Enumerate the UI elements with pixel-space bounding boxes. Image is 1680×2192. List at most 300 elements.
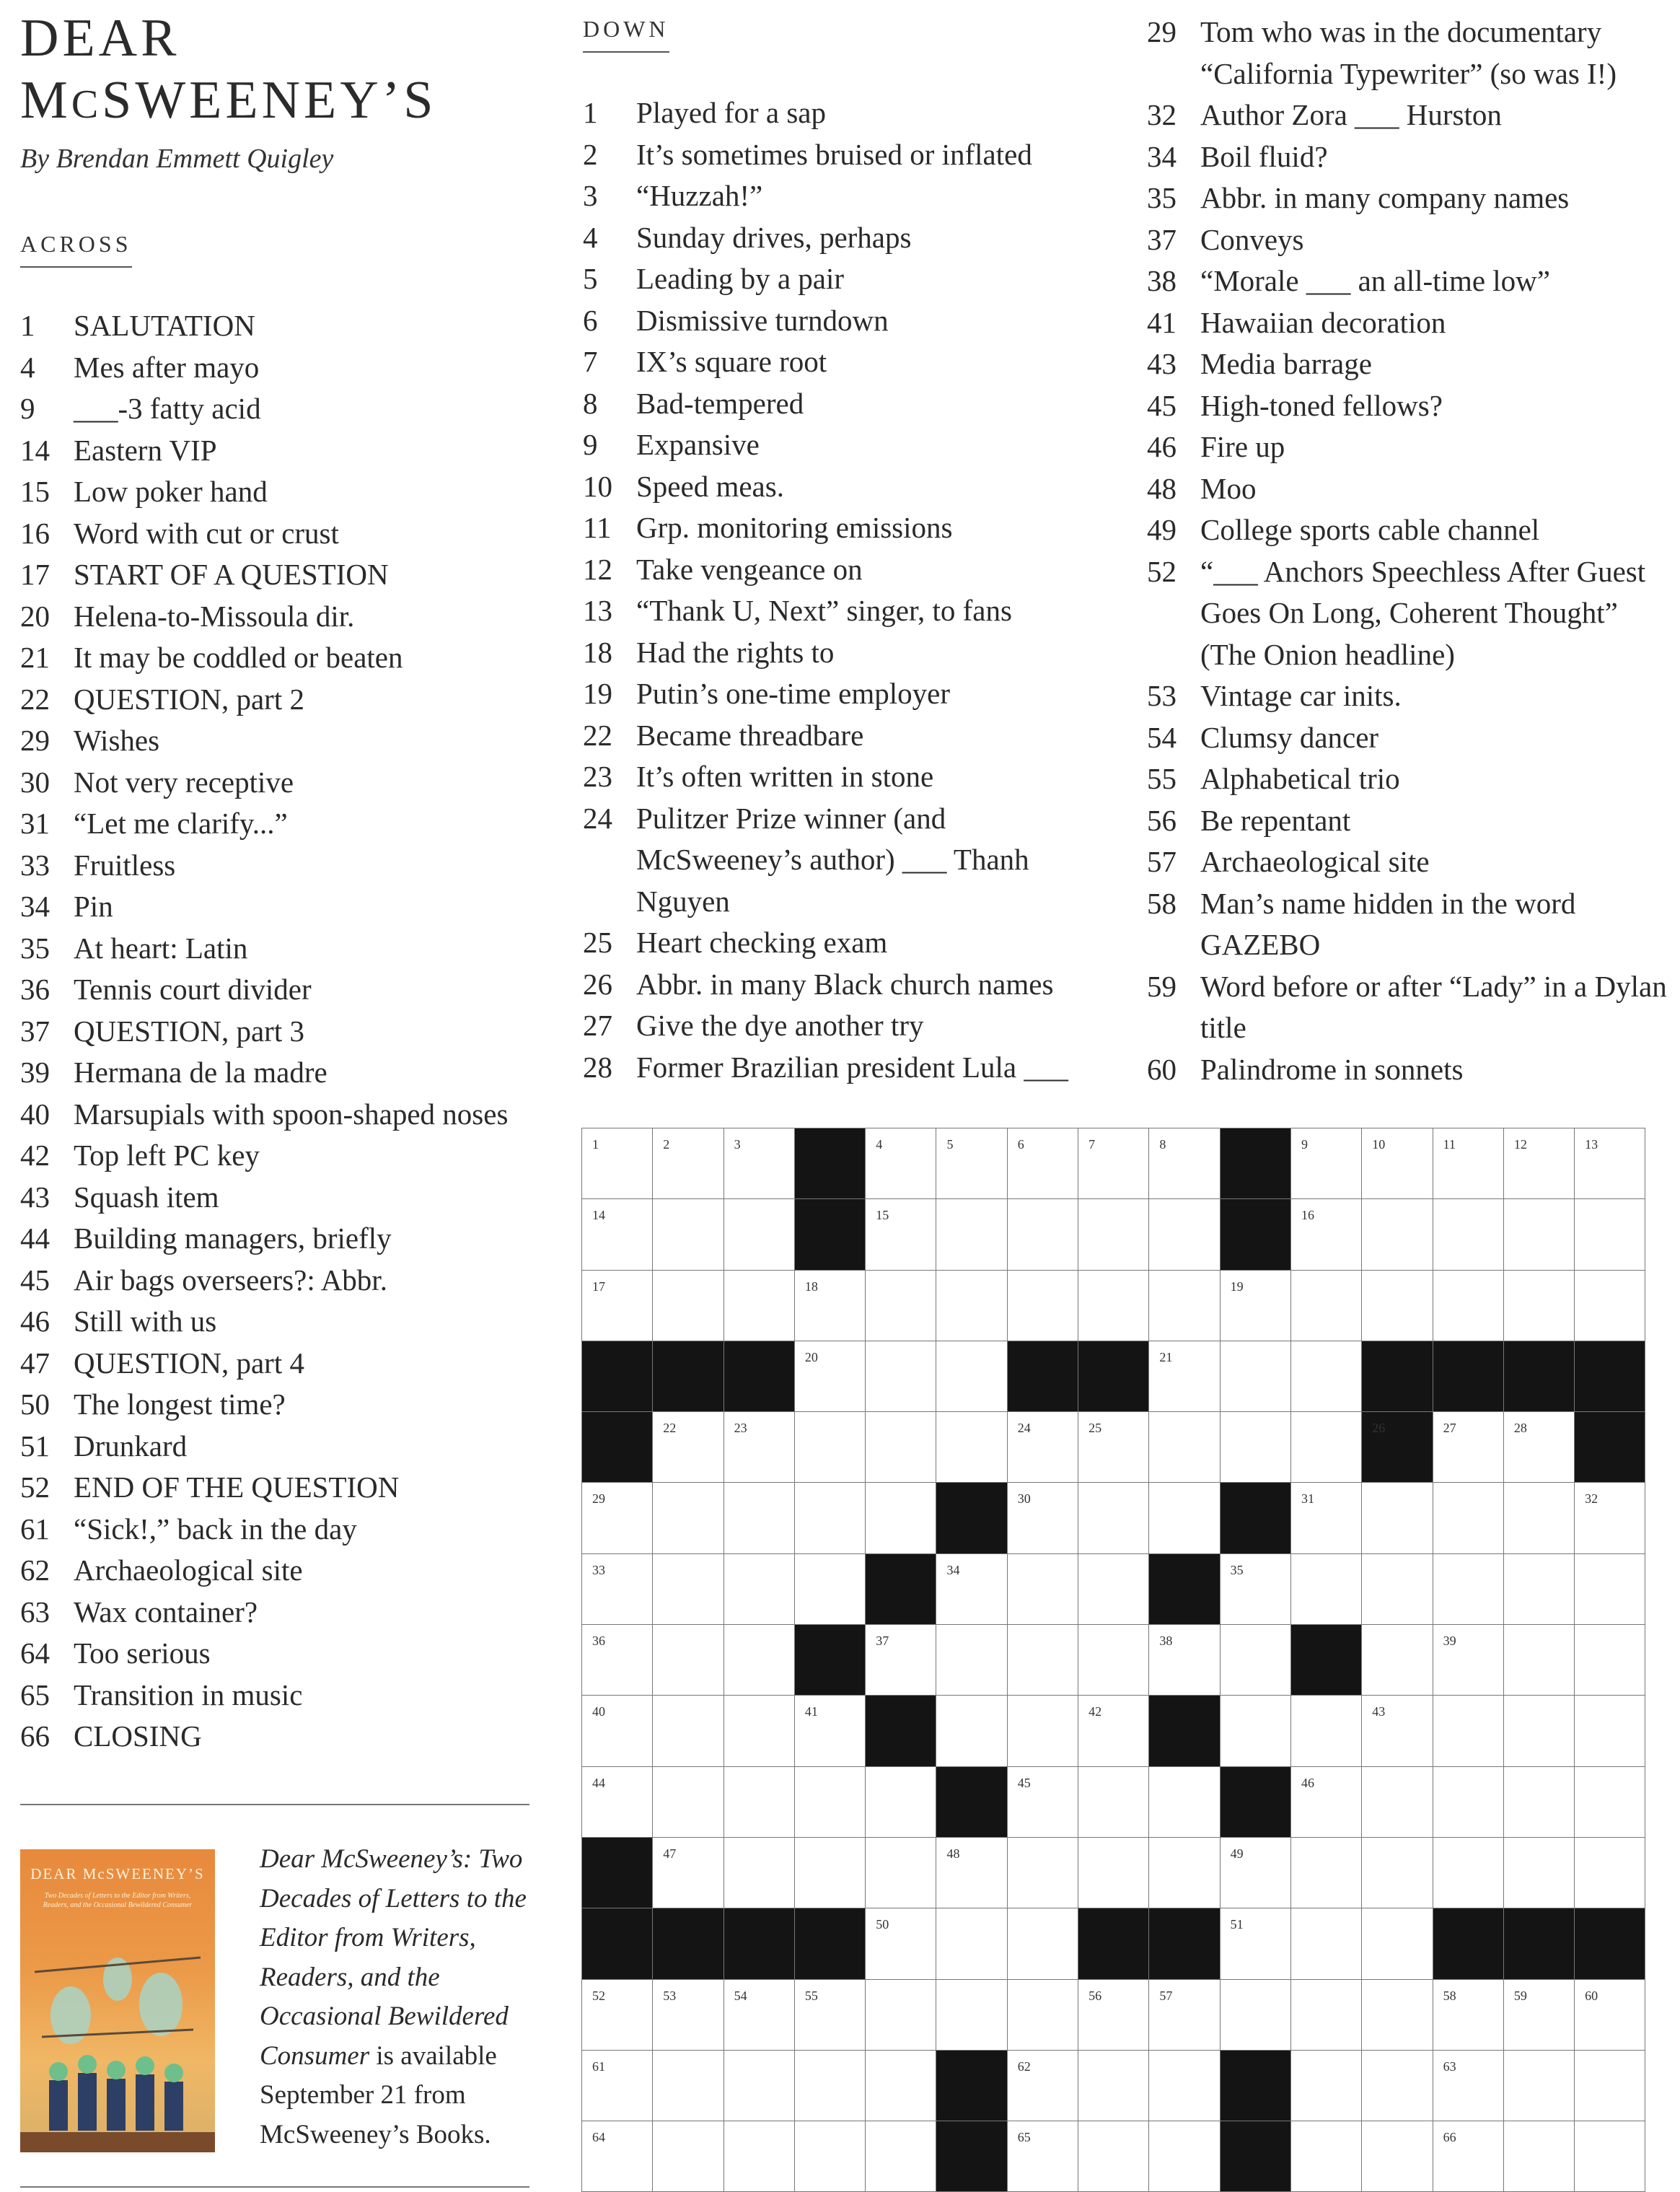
grid-cell[interactable]	[1008, 2051, 1078, 2121]
grid-cell[interactable]	[866, 1625, 936, 1696]
grid-cell[interactable]	[1504, 1838, 1575, 1908]
clue-number: 22	[583, 718, 612, 752]
clue-item	[583, 383, 1088, 425]
grid-cell[interactable]	[1362, 1554, 1433, 1625]
grid-cell[interactable]	[1291, 1767, 1362, 1838]
divider-bottom	[20, 2186, 529, 2188]
grid-cell[interactable]	[1221, 1696, 1291, 1766]
cell-number: 22	[663, 1421, 677, 1436]
clue-number: 43	[20, 1180, 50, 1214]
clue-text: Tennis court divider	[74, 973, 312, 1006]
clue-item	[1147, 95, 1674, 136]
grid-cell[interactable]	[866, 1341, 936, 1412]
clue-item	[583, 922, 1088, 964]
clue-text: Pulitzer Prize winner (and McSweeney’s author) ___ Thanh Nguyen	[636, 801, 1029, 918]
grid-cell[interactable]	[1504, 1696, 1575, 1766]
grid-cell[interactable]	[724, 1696, 795, 1766]
grid-cell[interactable]	[1149, 1625, 1220, 1696]
grid-cell[interactable]	[1362, 2121, 1433, 2192]
down-clue-list-1	[583, 92, 1088, 1088]
grid-cell[interactable]	[1504, 1980, 1575, 2051]
grid-cell[interactable]	[1291, 1696, 1362, 1766]
grid-cell[interactable]	[724, 1271, 795, 1341]
grid-cell[interactable]	[1575, 1271, 1645, 1341]
black-square	[1221, 2121, 1291, 2192]
down-heading: DOWN	[583, 16, 669, 53]
grid-cell[interactable]	[1291, 2051, 1362, 2121]
grid-cell[interactable]	[1504, 2121, 1575, 2192]
clue-item	[1147, 302, 1674, 344]
down-clue-list-2	[1147, 12, 1674, 1090]
grid-cell[interactable]	[1078, 1271, 1149, 1341]
grid-cell[interactable]	[1078, 1128, 1149, 1199]
black-square	[866, 1696, 936, 1766]
clue-number: 41	[1147, 305, 1177, 339]
grid-cell[interactable]	[936, 1341, 1007, 1412]
grid-cell[interactable]	[1008, 1412, 1078, 1483]
grid-cell[interactable]	[795, 2051, 866, 2121]
grid-cell[interactable]	[582, 1271, 653, 1341]
grid-cell[interactable]	[1433, 1625, 1504, 1696]
clue-item	[20, 1218, 540, 1260]
grid-cell[interactable]	[1575, 2121, 1645, 2192]
clue-number: 18	[583, 635, 612, 669]
grid-cell[interactable]	[866, 1908, 936, 1979]
grid-cell[interactable]	[1504, 1199, 1575, 1270]
grid-cell[interactable]	[1149, 2051, 1220, 2121]
grid-cell[interactable]	[1504, 1412, 1575, 1483]
black-square	[1221, 1199, 1291, 1270]
grid-cell[interactable]	[1504, 1483, 1575, 1553]
grid-cell[interactable]	[1149, 1412, 1220, 1483]
clue-number: 17	[20, 558, 50, 591]
grid-cell[interactable]	[1008, 1767, 1078, 1838]
grid-cell[interactable]	[653, 1199, 724, 1270]
clue-number: 45	[20, 1263, 50, 1297]
grid-cell[interactable]	[1362, 1767, 1433, 1838]
cell-number: 51	[1230, 1917, 1244, 1932]
grid-cell[interactable]	[1078, 1483, 1149, 1553]
clue-text: Too serious	[74, 1636, 211, 1670]
grid-cell[interactable]	[1078, 1696, 1149, 1766]
grid-cell[interactable]	[1008, 1483, 1078, 1553]
grid-cell[interactable]	[1221, 1980, 1291, 2051]
grid-cell[interactable]	[1291, 1980, 1362, 2051]
across-clue-list	[20, 305, 540, 1758]
promo-book-title: Dear McSweeney’s: Two Decades of Letters to the Editor from Writers, Readers, and the Occasional Bewildered Consumer	[260, 1844, 527, 2071]
clue-text: Drunkard	[74, 1429, 188, 1463]
grid-cell[interactable]	[1362, 1483, 1433, 1553]
grid-cell[interactable]	[1433, 1199, 1504, 1270]
clue-item	[20, 388, 540, 430]
grid-cell[interactable]	[724, 1128, 795, 1199]
grid-cell[interactable]	[795, 1767, 866, 1838]
cell-number: 8	[1159, 1137, 1166, 1152]
clue-text: ___-3 fatty acid	[74, 392, 261, 425]
grid-cell[interactable]	[653, 1412, 724, 1483]
grid-cell[interactable]	[1078, 2121, 1149, 2192]
grid-cell[interactable]	[1433, 1412, 1504, 1483]
clue-text: Transition in music	[74, 1678, 303, 1711]
black-square	[1362, 1341, 1433, 1412]
grid-cell[interactable]	[1433, 1271, 1504, 1341]
clue-number: 59	[1147, 969, 1177, 1003]
grid-cell[interactable]	[1149, 1341, 1220, 1412]
clue-item	[583, 715, 1088, 757]
grid-cell[interactable]	[866, 1128, 936, 1199]
grid-cell[interactable]	[795, 1554, 866, 1625]
grid-cell[interactable]	[1575, 1696, 1645, 1766]
grid-cell[interactable]	[724, 2121, 795, 2192]
grid-cell[interactable]	[1008, 2121, 1078, 2192]
grid-cell[interactable]	[936, 1980, 1007, 2051]
clue-item	[20, 1343, 540, 1385]
grid-cell[interactable]	[866, 1483, 936, 1553]
black-square	[1575, 1908, 1645, 1979]
clue-item	[1147, 841, 1674, 883]
grid-cell[interactable]	[1362, 1980, 1433, 2051]
grid-cell[interactable]	[653, 1483, 724, 1553]
clue-number: 11	[583, 511, 612, 544]
clue-number: 37	[1147, 222, 1177, 256]
grid-cell[interactable]	[653, 1696, 724, 1766]
grid-cell[interactable]	[582, 1128, 653, 1199]
black-square	[936, 2121, 1007, 2192]
black-square	[795, 1908, 866, 1979]
clue-item	[583, 507, 1088, 549]
clue-item	[20, 1177, 540, 1219]
grid-cell[interactable]	[1291, 1838, 1362, 1908]
grid-cell[interactable]	[1078, 1767, 1149, 1838]
cell-number: 63	[1443, 2059, 1456, 2074]
title-c: C	[71, 82, 102, 127]
grid-cell[interactable]	[724, 2051, 795, 2121]
grid-cell[interactable]	[1575, 1199, 1645, 1270]
grid-cell[interactable]	[653, 1554, 724, 1625]
clue-number: 20	[20, 599, 50, 633]
grid-cell[interactable]	[1221, 1908, 1291, 1979]
grid-cell[interactable]	[1221, 1625, 1291, 1696]
clue-text: The longest time?	[74, 1387, 286, 1421]
clue-number: 35	[1147, 181, 1177, 214]
clue-item	[1147, 260, 1674, 302]
grid-cell[interactable]	[795, 1838, 866, 1908]
grid-cell[interactable]	[866, 2051, 936, 2121]
grid-cell[interactable]	[653, 1980, 724, 2051]
grid-cell[interactable]	[1291, 1271, 1362, 1341]
grid-cell[interactable]	[1433, 1483, 1504, 1553]
grid-cell[interactable]	[795, 1980, 866, 2051]
grid-cell[interactable]	[936, 1838, 1007, 1908]
clue-text: QUESTION, part 2	[74, 682, 304, 716]
cell-number: 60	[1585, 1988, 1598, 2003]
grid-cell[interactable]	[1433, 1980, 1504, 2051]
clue-number: 24	[583, 801, 612, 835]
grid-cell[interactable]	[1078, 1838, 1149, 1908]
clue-number: 39	[20, 1056, 50, 1089]
grid-cell[interactable]	[866, 2121, 936, 2192]
grid-cell[interactable]	[582, 1483, 653, 1553]
grid-cell[interactable]	[1575, 1128, 1645, 1199]
grid-cell[interactable]	[1433, 2121, 1504, 2192]
grid-cell[interactable]	[1504, 1554, 1575, 1625]
grid-cell[interactable]	[582, 1625, 653, 1696]
grid-cell[interactable]	[653, 1767, 724, 1838]
grid-cell[interactable]	[795, 1696, 866, 1766]
clue-item	[1147, 675, 1674, 717]
clue-item	[583, 590, 1088, 632]
grid-cell[interactable]	[936, 1199, 1007, 1270]
grid-cell[interactable]	[582, 1696, 653, 1766]
black-square	[724, 1908, 795, 1979]
clue-number: 49	[1147, 513, 1177, 546]
grid-cell[interactable]	[1221, 1341, 1291, 1412]
grid-cell[interactable]	[1504, 1128, 1575, 1199]
clue-item	[1147, 136, 1674, 178]
grid-cell[interactable]	[1433, 1696, 1504, 1766]
clue-number: 52	[1147, 554, 1177, 588]
clue-number: 35	[20, 931, 50, 965]
grid-cell[interactable]	[1008, 1625, 1078, 1696]
clue-item	[1147, 509, 1674, 551]
grid-cell[interactable]	[1504, 2051, 1575, 2121]
byline: By Brendan Emmett Quigley	[20, 144, 334, 174]
clue-text: Had the rights to	[636, 635, 835, 669]
grid-cell[interactable]	[1149, 2121, 1220, 2192]
grid-cell[interactable]	[1291, 1128, 1362, 1199]
clue-number: 37	[20, 1014, 50, 1048]
clue-item	[583, 798, 1088, 923]
clue-text: Media barrage	[1200, 347, 1372, 380]
clue-text: Fruitless	[74, 848, 176, 882]
grid-cell[interactable]	[1008, 1128, 1078, 1199]
grid-cell[interactable]	[1221, 1412, 1291, 1483]
grid-cell[interactable]	[936, 1271, 1007, 1341]
clue-item	[583, 964, 1088, 1006]
grid-cell[interactable]	[1008, 1980, 1078, 2051]
grid-cell[interactable]	[724, 1554, 795, 1625]
grid-cell[interactable]	[1221, 1838, 1291, 1908]
grid-cell[interactable]	[1362, 1908, 1433, 1979]
grid-cell[interactable]	[795, 1341, 866, 1412]
grid-cell[interactable]	[866, 1980, 936, 2051]
clue-text: Sunday drives, perhaps	[636, 220, 912, 254]
clue-number: 6	[583, 303, 598, 337]
grid-cell[interactable]	[582, 1767, 653, 1838]
grid-cell[interactable]	[1433, 1128, 1504, 1199]
grid-cell[interactable]	[1008, 1696, 1078, 1766]
cell-number: 6	[1017, 1137, 1024, 1152]
grid-cell[interactable]	[724, 1625, 795, 1696]
clue-number: 51	[20, 1429, 50, 1463]
grid-cell[interactable]	[1078, 2051, 1149, 2121]
grid-cell[interactable]	[866, 1838, 936, 1908]
grid-cell[interactable]	[936, 1412, 1007, 1483]
grid-cell[interactable]	[866, 1199, 936, 1270]
grid-cell[interactable]	[1149, 1199, 1220, 1270]
grid-cell[interactable]	[795, 1483, 866, 1553]
cell-number: 31	[1301, 1491, 1314, 1507]
grid-cell[interactable]	[1575, 1554, 1645, 1625]
grid-cell[interactable]	[653, 2121, 724, 2192]
grid-cell[interactable]	[795, 1271, 866, 1341]
grid-cell[interactable]	[1078, 1412, 1149, 1483]
grid-cell[interactable]	[1291, 1412, 1362, 1483]
cover-subtitle: Two Decades of Letters to the Editor from Writers, Readers, and the Occasional Bewildered Consumer	[43, 1892, 193, 1909]
black-square	[1433, 1908, 1504, 1979]
grid-cell[interactable]	[1433, 1767, 1504, 1838]
grid-cell[interactable]	[724, 1199, 795, 1270]
grid-cell[interactable]	[1008, 1554, 1078, 1625]
grid-cell[interactable]	[1008, 1199, 1078, 1270]
grid-cell[interactable]	[653, 1271, 724, 1341]
grid-cell[interactable]	[936, 1908, 1007, 1979]
grid-cell[interactable]	[653, 1625, 724, 1696]
cell-number: 12	[1513, 1137, 1527, 1152]
black-square	[653, 1341, 724, 1412]
grid-cell[interactable]	[1008, 1838, 1078, 1908]
clue-number: 30	[20, 765, 50, 799]
grid-cell[interactable]	[1149, 1483, 1220, 1553]
grid-cell[interactable]	[1575, 1980, 1645, 2051]
clue-item	[583, 549, 1088, 591]
grid-cell[interactable]	[1575, 1483, 1645, 1553]
grid-cell[interactable]	[1362, 1199, 1433, 1270]
clue-number: 31	[20, 807, 50, 840]
grid-cell[interactable]	[1504, 1767, 1575, 1838]
clue-item	[583, 424, 1088, 466]
black-square	[1221, 2051, 1291, 2121]
grid-cell[interactable]	[1291, 1908, 1362, 1979]
grid-cell[interactable]	[1221, 1271, 1291, 1341]
clue-text: Wishes	[74, 724, 160, 757]
clue-number: 12	[583, 552, 612, 586]
grid-cell[interactable]	[1078, 1199, 1149, 1270]
grid-cell[interactable]	[936, 1696, 1007, 1766]
cell-number: 11	[1443, 1137, 1456, 1152]
grid-cell[interactable]	[724, 1412, 795, 1483]
grid-cell[interactable]	[1575, 2051, 1645, 2121]
cell-number: 42	[1089, 1704, 1102, 1719]
cell-number: 43	[1372, 1704, 1386, 1719]
clue-number: 27	[583, 1009, 612, 1042]
grid-cell[interactable]	[1008, 1908, 1078, 1979]
grid-cell[interactable]	[1291, 1341, 1362, 1412]
cell-number: 37	[876, 1634, 889, 1649]
grid-cell[interactable]	[1008, 1271, 1078, 1341]
grid-cell[interactable]	[724, 1838, 795, 1908]
clue-item	[20, 1675, 540, 1717]
clue-item	[20, 928, 540, 970]
grid-cell[interactable]	[795, 1412, 866, 1483]
grid-cell[interactable]	[653, 1838, 724, 1908]
clue-text: Marsupials with spoon-shaped noses	[74, 1097, 509, 1131]
clue-item	[1147, 1049, 1674, 1091]
grid-cell[interactable]	[1433, 1554, 1504, 1625]
clue-text: College sports cable channel	[1200, 513, 1540, 546]
clue-item	[20, 1260, 540, 1302]
grid-cell[interactable]	[1575, 1838, 1645, 1908]
grid-cell[interactable]	[936, 1554, 1007, 1625]
grid-cell[interactable]	[1433, 1838, 1504, 1908]
clue-item	[583, 1005, 1088, 1047]
clue-text: Fire up	[1200, 430, 1285, 463]
grid-cell[interactable]	[653, 2051, 724, 2121]
grid-cell[interactable]	[1149, 1128, 1220, 1199]
clue-number: 26	[583, 967, 612, 1001]
puzzle-title	[20, 7, 436, 136]
clue-item	[583, 134, 1088, 176]
grid-cell[interactable]	[1291, 1483, 1362, 1553]
grid-cell[interactable]	[582, 1199, 653, 1270]
clue-number: 45	[1147, 388, 1177, 422]
clue-text: Heart checking exam	[636, 926, 888, 959]
grid-cell[interactable]	[1149, 1271, 1220, 1341]
clue-text: Archaeological site	[1200, 845, 1430, 878]
grid-cell[interactable]	[866, 1767, 936, 1838]
grid-cell[interactable]	[1149, 1980, 1220, 2051]
clue-text: Squash item	[74, 1180, 219, 1214]
grid-cell[interactable]	[724, 1980, 795, 2051]
grid-cell[interactable]	[1504, 1625, 1575, 1696]
grid-cell[interactable]	[1362, 1128, 1433, 1199]
cell-number: 29	[592, 1491, 605, 1507]
black-square	[1504, 1341, 1575, 1412]
grid-cell[interactable]	[582, 2051, 653, 2121]
clue-item	[20, 596, 540, 638]
grid-cell[interactable]	[1291, 1554, 1362, 1625]
grid-cell[interactable]	[1291, 2121, 1362, 2192]
cell-number: 61	[592, 2059, 605, 2074]
grid-cell[interactable]	[866, 1412, 936, 1483]
clue-number: 8	[583, 386, 598, 420]
black-square	[1575, 1341, 1645, 1412]
grid-cell[interactable]	[1433, 2051, 1504, 2121]
clue-item	[1147, 800, 1674, 842]
grid-cell[interactable]	[1078, 1625, 1149, 1696]
cell-number: 54	[734, 1988, 747, 2003]
grid-cell[interactable]	[724, 1767, 795, 1838]
clue-text: Word with cut or crust	[74, 516, 339, 550]
cell-number: 1	[592, 1137, 599, 1152]
grid-cell[interactable]	[582, 1980, 653, 2051]
grid-cell[interactable]	[795, 2121, 866, 2192]
grid-cell[interactable]	[653, 1128, 724, 1199]
grid-cell[interactable]	[1362, 1625, 1433, 1696]
cell-number: 50	[876, 1917, 889, 1932]
grid-cell[interactable]	[1362, 2051, 1433, 2121]
grid-cell[interactable]	[1362, 1271, 1433, 1341]
grid-cell[interactable]	[724, 1483, 795, 1553]
grid-cell[interactable]	[1149, 1838, 1220, 1908]
grid-cell[interactable]	[1575, 1625, 1645, 1696]
grid-cell[interactable]	[1221, 1554, 1291, 1625]
grid-cell[interactable]	[936, 1625, 1007, 1696]
grid-cell[interactable]	[1291, 1199, 1362, 1270]
cell-number: 17	[592, 1279, 605, 1294]
grid-cell[interactable]	[1504, 1271, 1575, 1341]
grid-cell[interactable]	[866, 1271, 936, 1341]
grid-cell[interactable]	[1575, 1767, 1645, 1838]
grid-cell[interactable]	[936, 1128, 1007, 1199]
grid-cell[interactable]	[1078, 1980, 1149, 2051]
grid-cell[interactable]	[582, 2121, 653, 2192]
grid-cell[interactable]	[1362, 1696, 1433, 1766]
grid-cell[interactable]	[1078, 1554, 1149, 1625]
grid-cell[interactable]	[1149, 1767, 1220, 1838]
grid-cell[interactable]	[1362, 1838, 1433, 1908]
grid-cell[interactable]	[582, 1554, 653, 1625]
